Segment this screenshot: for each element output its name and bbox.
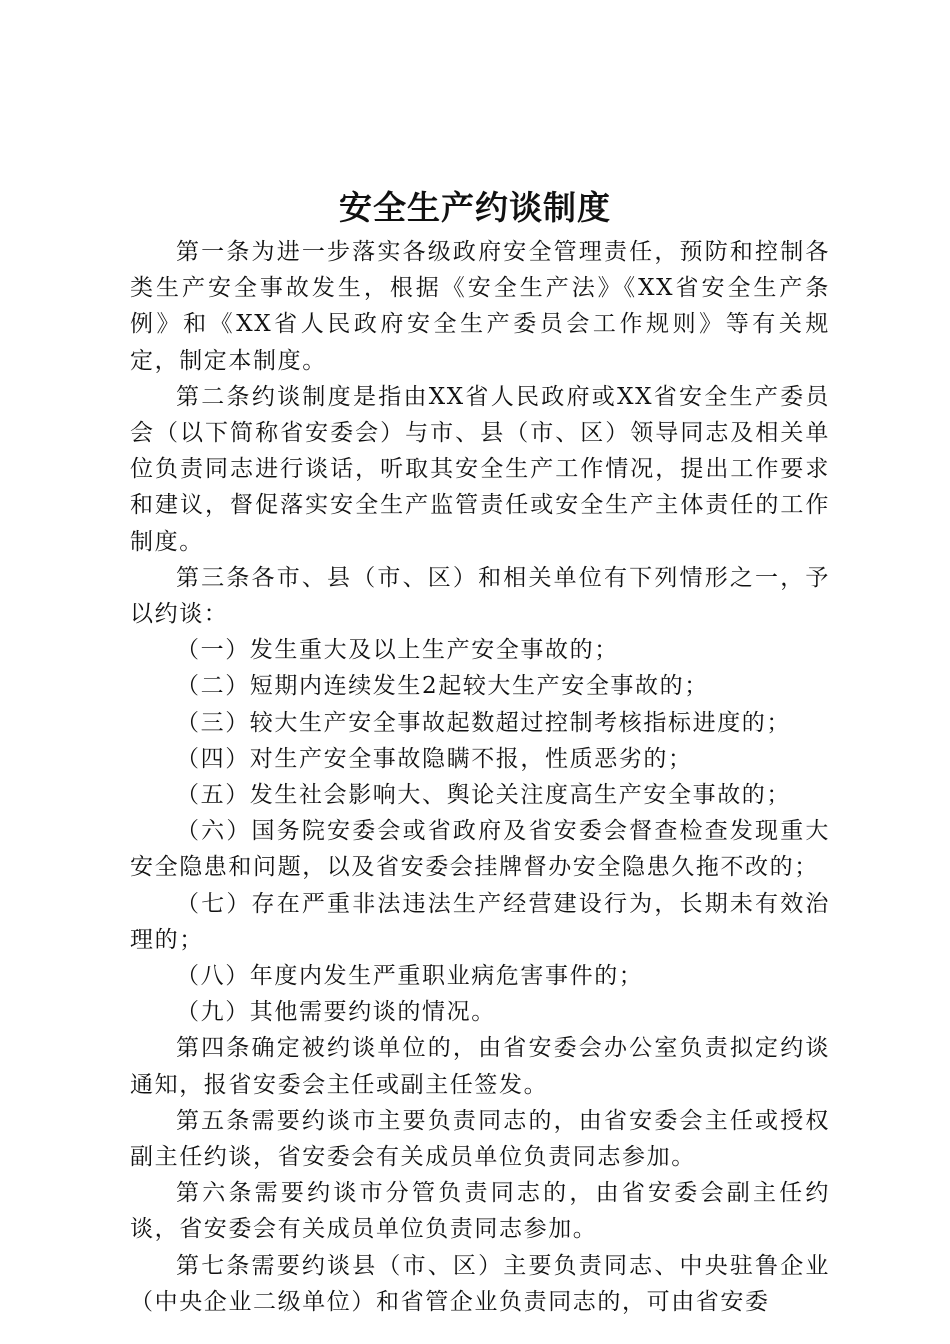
document-title: 安全生产约谈制度	[339, 188, 611, 227]
article-3-paragraph: 第三条各市、县（市、区）和相关单位有下列情形之一，予以约谈：	[130, 564, 830, 628]
list-item-9: （九）其他需要约谈的情况。	[176, 999, 496, 1026]
list-item-7: （七）存在严重非法违法生产经营建设行为，长期未有效治理的；	[130, 890, 830, 953]
list-item-5: （五）发生社会影响大、舆论关注度高生产安全事故的；	[176, 782, 791, 809]
article-1-paragraph: 第一条为进一步落实各级政府安全管理责任，预防和控制各类生产安全事故发生，根据《安全生产法》《XX省安全生产条例》和《XX省人民政府安全生产委员会工作规则》等有关规定，制定本制度。	[130, 239, 830, 374]
article-5-paragraph: 第五条需要约谈市主要负责同志的，由省安委会主任或授权副主任约谈，省安委会有关成员单位负责同志参加。	[130, 1107, 830, 1171]
list-item-4: （四）对生产安全事故隐瞒不报，性质恶劣的；	[176, 745, 693, 772]
article-7-paragraph: 第七条需要约谈县（市、区）主要负责同志、中央驻鲁企业（中央企业二级单位）和省管企业负责同志的，可由省安委	[130, 1252, 830, 1315]
document-body	[130, 234, 830, 1320]
list-item-3: （三）较大生产安全事故起数超过控制考核指标进度的；	[176, 709, 791, 736]
list-item-6: （六）国务院安委会或省政府及省安委会督查检查发现重大安全隐患和问题，以及省安委会挂牌督办安全隐患久拖不改的；	[130, 818, 830, 881]
article-2-paragraph: 第二条约谈制度是指由XX省人民政府或XX省安全生产委员会（以下简称省安委会）与市、县（市、区）领导同志及相关单位负责同志进行谈话，听取其安全生产工作情况，提出工作要求和建议，督促落实安全生产监管责任或安全生产主体责任的工作制度。	[130, 383, 830, 555]
article-4-paragraph: 第四条确定被约谈单位的，由省安委会办公室负责拟定约谈通知，报省安委会主任或副主任签发。	[130, 1035, 830, 1098]
list-item-8: （八）年度内发生严重职业病危害事件的；	[176, 963, 644, 990]
list-item-1: （一）发生重大及以上生产安全事故的；	[176, 637, 619, 664]
article-6-paragraph: 第六条需要约谈市分管负责同志的，由省安委会副主任约谈，省安委会有关成员单位负责同志参加。	[130, 1180, 830, 1243]
list-item-2: （二）短期内连续发生2起较大生产安全事故的；	[176, 673, 709, 700]
